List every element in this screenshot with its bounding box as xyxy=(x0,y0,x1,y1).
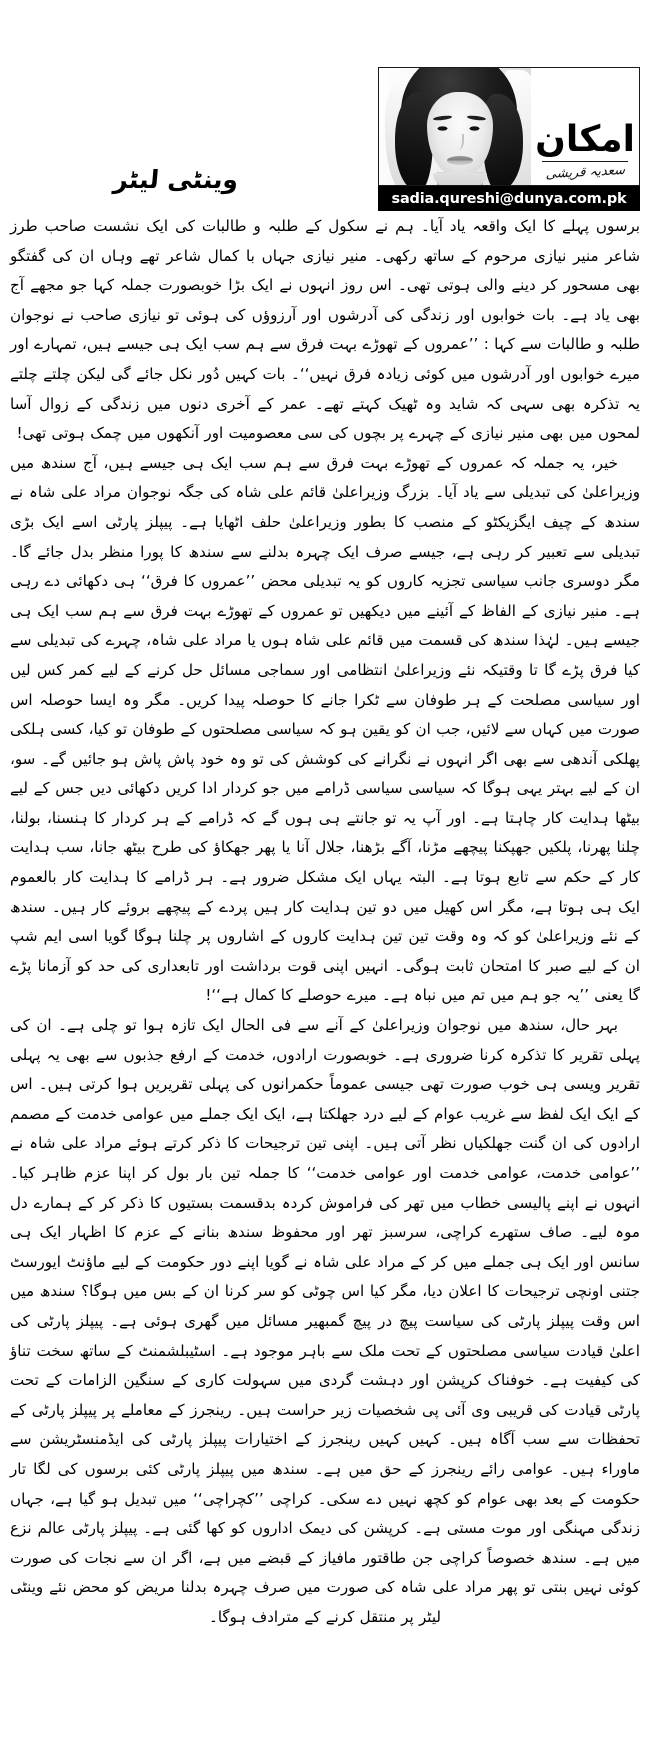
article-headline: وینٹی لیٹر xyxy=(112,164,240,194)
author-name-signature: سعدیہ قریشی xyxy=(545,163,625,183)
masthead-frame xyxy=(378,67,640,186)
masthead-divider-rule xyxy=(542,161,628,163)
article-paragraph: برسوں پہلے کا ایک واقعہ یاد آیا۔ ہم نے سکول کے طلبہ و طالبات کی ایک نشست صاحب طرز شاعر منیر نیازی مرحوم کے ساتھ رکھی۔ منیر نیازی جہاں با کمال شاعر تھے وہاں ان کی گفتگو بھی مسحور کر دینے والی ہوتی تھی۔ اس روز انہوں نے ایک بڑا خوبصورت جملہ کہا جو مجھے آج بھی یاد ہے۔ بات خوابوں اور زندگی کی آدرشوں اور آرزوؤں کی ہوئی تو نیازی صاحب نے نوجوان طلبہ و طالبات سے کہا : ’’عمروں کے تھوڑے بہت فرق سے ہم سب ایک ہی جیسے ہیں، تمہارے اور میرے خوابوں اور آدرشوں میں کوئی زیادہ فرق نہیں‘‘۔ بات کہیں دُور نکل جائے گی لیکن چلتے چلتے یہ تذکرہ بھی سہی کہ شاید وہ ٹھیک کہتے تھے۔ عمر کے آخری دنوں میں زندگی کے زوال آسا لمحوں میں بھی منیر نیازی کے چہرے پر بچوں کی سی معصومیت اور آنکھوں میں چمک ہوتی تھی! xyxy=(10,217,640,443)
author-email-bar[interactable]: sadia.qureshi@dunya.com.pk xyxy=(378,186,640,211)
portrait-lips xyxy=(447,156,473,165)
column-masthead xyxy=(378,67,640,211)
portrait-eye-left xyxy=(435,125,450,132)
article-paragraph: بہر حال، سندھ میں نوجوان وزیراعلیٰ کے آنے سے فی الحال ایک تازہ ہوا تو چلی ہے۔ ان کی پہلی تقریر کا تذکرہ کرنا ضروری ہے۔ خوبصورت ارادوں، خدمت کے ارفع جذبوں سے بھی یہ پہلی تقریر ویسی ہی خوب صورت تھی جیسی عموماً حکمرانوں کی پہلی تقریریں ہوا کرتی ہیں۔ اس کے ایک ایک لفظ سے غریب عوام کے لیے درد جھلکتا ہے، ایک ایک جملے میں عوامی خدمت کے مصمم ارادوں کی ان گنت جھلکیاں نظر آتی ہیں۔ اپنی تین ترجیحات کا ذکر کرتے ہوئے مراد علی شاہ نے ’’عوامی خدمت، عوامی خدمت اور عوامی خدمت‘‘ کا جملہ تین بار بول کر اپنا عزم ظاہر کیا۔ انہوں نے اپنے پالیسی خطاب میں تھر کی فراموش کردہ بدقسمت بستیوں کا ذکر کر کے ہمارے دل موہ لیے۔ صاف ستھرے کراچی، سرسبز تھر اور محفوظ سندھ بنانے کے عزم کا اظہار ایک ہی سانس اور ایک ہی جملے میں کر کے مراد علی شاہ نے گویا اپنے دور حکومت کے لیے ماؤنٹ ایورسٹ جتنی اونچی ترجیحات کا اعلان دیا، مگر کیا اس چوٹی کو سر کرنا ان کے بس میں ہوگا؟ سندھ میں اس وقت پیپلز پارٹی کی سیاست پیچ در پیچ گمبھیر مسائل میں گھری ہوئی ہے۔ پیپلز پارٹی کی اعلیٰ قیادت سیاسی مصلحتوں کے تحت ملک سے باہر موجود ہے۔ اسٹیبلشمنٹ کے ساتھ سخت تناؤ کی کیفیت ہے۔ خوفناک کرپشن اور دہشت گردی میں سہولت کاری کے سنگین الزامات کے تحت پارٹی قیادت کی قریبی وی آئی پی شخصیات زیر حراست ہیں۔ رینجرز کے معاملے پر پیپلز پارٹی کے تحفظات سے سب آگاہ ہیں۔ کہیں کہیں رینجرز کے اختیارات پیپلز پارٹی کی ایڈمنسٹریشن سے ماوراء ہیں۔ عوامی رائے رینجرز کے حق میں ہے۔ سندھ میں پیپلز پارٹی کئی برسوں کی لگا تار حکومت کے بعد بھی عوام کو کچھ نہیں دے سکی۔ کراچی ’’کچراچی‘‘ میں تبدیل ہو گیا ہے، جہاں زندگی مہنگی اور موت مستی ہے۔ کرپشن کی دیمک اداروں کو کھا گئی ہے۔ پیپلز پارٹی عالم نزع میں ہے۔ سندھ خصوصاً کراچی جن طاقتور مافیاز کے قبضے میں ہے، اگر ان سے نجات کی صورت کوئی نہیں بنتی تو پھر مراد علی شاہ کی صورت میں صرف چہرہ بدلنا مریض کو محض نئے وینٹی لیٹر پر منتقل کرنے کے مترادف ہوگا۔ xyxy=(10,1016,640,1626)
portrait-eye-right xyxy=(467,125,482,132)
column-brand-title: امکان xyxy=(535,118,635,160)
masthead-text-block xyxy=(531,68,639,185)
article-paragraph: خیر، یہ جملہ کہ عمروں کے تھوڑے بہت فرق سے ہم سب ایک ہی جیسے ہیں، آج سندھ میں وزیراعلیٰ کی تبدیلی سے یاد آیا۔ بزرگ وزیراعلیٰ قائم علی شاہ کی جگہ نوجوان مراد علی شاہ نے سندھ کے چیف ایگزیکٹو کے منصب کا بطور وزیراعلیٰ حلف اٹھایا ہے۔ پیپلز پارٹی اسے ایک بڑی تبدیلی سے تعبیر کر رہی ہے، جیسے صرف ایک چہرہ بدلنے سے سندھ کا پورا منظر بدل جائے گا۔ مگر دوسری جانب سیاسی تجزیہ کاروں کو یہ تبدیلی محض ’’عمروں کا فرق‘‘ ہی دکھائی دے رہی ہے۔ منیر نیازی کے الفاظ کے آئینے میں دیکھیں تو عمروں کے تھوڑے بہت فرق سے ہم سب ایک ہی جیسے ہیں۔ لہٰذا سندھ کی قسمت میں قائم علی شاہ ہوں یا مراد علی شاہ، چہرے کی تبدیلی سے کیا فرق پڑے گا تا وقتیکہ نئے وزیراعلیٰ انتظامی اور سماجی مسائل حل کرنے کے لیے کمر کس لیں اور سیاسی مصلحت کے ہر طوفان سے ٹکرا جانے کا حوصلہ پیدا کریں۔ مگر وہ ایسا حوصلہ اس صورت میں کہاں سے لائیں، جب ان کو یقین ہو کہ سیاسی مصلحتوں کے طوفان تو کیا، کسی ہلکی پھلکی آندھی سے بھی اگر انہوں نے نگرانے کی کوشش کی تو وہ خود پاش پاش ہو جائیں گے۔ سو، ان کے لیے بہتر یہی ہوگا کہ سیاسی سیاسی ڈرامے میں جو کردار ادا کریں دکھائی دیں جس کے لیے بیٹھا ہدایت کار چاہتا ہے۔ اور آپ یہ تو جانتے ہی ہوں گے کہ ڈرامے کے ہر کردار کا ہنسنا، بولنا، چلنا پھرنا، پلکیں جھپکنا پیچھے مڑنا، آگے بڑھنا، جلال آنا یا پھر جھکاؤ کی طرح بیٹھ جانا، سب ہدایت کار کے حکم سے تابع ہوتا ہے۔ البتہ یہاں ایک مشکل ضرور ہے۔ ہر ڈرامے کا ہدایت کار بالعموم ایک ہی ہوتا ہے، مگر اس کھیل میں دو تین ہدایت کار ہیں پردے کے پیچھے بروئے کار ہیں۔ سندھ کے نئے وزیراعلیٰ کو کہ وہ وقت تین تین ہدایت کاروں کے اشاروں پر چلنا ہوگا گویا اسی ایم شپ ان کے لیے صبر کا امتحان ثابت ہوگی۔ انہیں اپنی قوت برداشت اور تابعداری کی حد کو آزمانا پڑے گا یعنی ’’یہ جو ہم میں تم میں نباہ ہے۔ میرے حوصلے کا کمال ہے‘‘! xyxy=(10,453,640,1005)
portrait-chin xyxy=(433,172,487,185)
author-portrait-photo xyxy=(379,68,537,185)
article-body xyxy=(10,212,640,1633)
